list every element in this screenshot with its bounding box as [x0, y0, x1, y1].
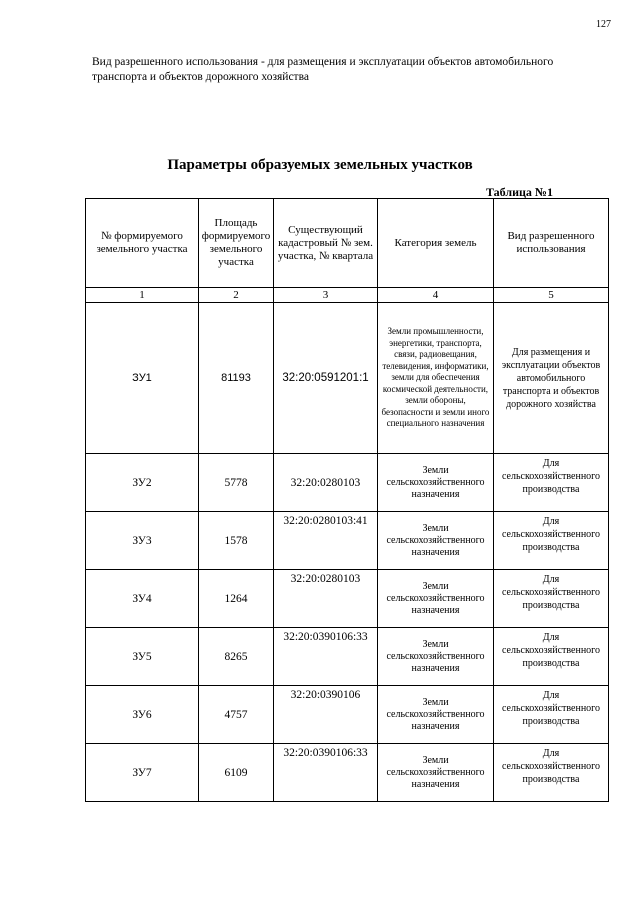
table-title: Параметры образуемых земельных участков — [167, 157, 473, 173]
header-category: Категория земель — [378, 199, 494, 288]
cell-permitted-use: Для размещения и эксплуатации объектов автомобильного транспорта и объектов дорожного хозяйства — [494, 303, 609, 454]
cell-permitted-use: Для сельскохозяйственного производства — [494, 512, 609, 570]
cell-area: 6109 — [199, 744, 274, 802]
header-parcel-number: № формируемого земельного участка — [86, 199, 199, 288]
column-number: 4 — [378, 288, 494, 303]
intro-text: Вид разрешенного использования - для размещения и эксплуатации объектов автомобильного транспорта и объектов дорожного хозяйства — [92, 56, 554, 83]
cell-area: 1264 — [199, 570, 274, 628]
cell-cadastral: 32:20:0280103 — [274, 570, 378, 628]
cell-permitted-use: Для сельскохозяйственного производства — [494, 744, 609, 802]
cell-cadastral: 32:20:0390106:33 — [274, 628, 378, 686]
cell-cadastral: 32:20:0280103 — [274, 454, 378, 512]
table-row — [86, 454, 609, 512]
table-row — [86, 744, 609, 802]
cell-permitted-use: Для сельскохозяйственного производства — [494, 628, 609, 686]
page-number: 127 — [596, 19, 611, 30]
column-number: 3 — [274, 288, 378, 303]
table-row — [86, 686, 609, 744]
cell-category: Земли сельскохозяйственного назначения — [378, 744, 494, 802]
cell-category: Земли промышленности, энергетики, транспорта, связи, радиовещания, телевидения, информатики, земли для обеспечения космической деятельности, земли обороны, безопасности и земли иного специального назначения — [378, 303, 494, 454]
cell-parcel-id: ЗУ4 — [86, 570, 199, 628]
column-number: 1 — [86, 288, 199, 303]
table-caption: Таблица №1 — [485, 185, 553, 199]
table-row — [86, 512, 609, 570]
cell-category: Земли сельскохозяйственного назначения — [378, 512, 494, 570]
cell-parcel-id: ЗУ5 — [86, 628, 199, 686]
cell-area: 81193 — [199, 303, 274, 454]
table-row — [86, 570, 609, 628]
cell-area: 4757 — [199, 686, 274, 744]
cell-parcel-id: ЗУ6 — [86, 686, 199, 744]
table-header-row — [86, 199, 609, 288]
cell-area: 5778 — [199, 454, 274, 512]
cell-permitted-use: Для сельскохозяйственного производства — [494, 686, 609, 744]
cell-cadastral: 32:20:0390106 — [274, 686, 378, 744]
cell-cadastral: 32:20:0280103:41 — [274, 512, 378, 570]
cell-area: 1578 — [199, 512, 274, 570]
cell-category: Земли сельскохозяйственного назначения — [378, 454, 494, 512]
cell-parcel-id: ЗУ3 — [86, 512, 199, 570]
cell-permitted-use: Для сельскохозяйственного производства — [494, 454, 609, 512]
cell-cadastral: 32:20:0591201:1 — [274, 303, 378, 454]
column-number: 2 — [199, 288, 274, 303]
column-number: 5 — [494, 288, 609, 303]
header-area: Площадь формируемого земельного участка — [199, 199, 274, 288]
header-permitted-use: Вид разрешенного использования — [494, 199, 609, 288]
cell-parcel-id: ЗУ7 — [86, 744, 199, 802]
cell-cadastral: 32:20:0390106:33 — [274, 744, 378, 802]
cell-category: Земли сельскохозяйственного назначения — [378, 628, 494, 686]
cell-parcel-id: ЗУ1 — [86, 303, 199, 454]
parcels-table — [85, 198, 609, 802]
cell-permitted-use: Для сельскохозяйственного производства — [494, 570, 609, 628]
table-row — [86, 628, 609, 686]
cell-category: Земли сельскохозяйственного назначения — [378, 686, 494, 744]
cell-parcel-id: ЗУ2 — [86, 454, 199, 512]
cell-area: 8265 — [199, 628, 274, 686]
cell-category: Земли сельскохозяйственного назначения — [378, 570, 494, 628]
column-numbers-row — [86, 288, 609, 303]
table-row — [86, 303, 609, 454]
header-cadastral: Существующий кадастровый № зем. участка, № квартала — [274, 199, 378, 288]
